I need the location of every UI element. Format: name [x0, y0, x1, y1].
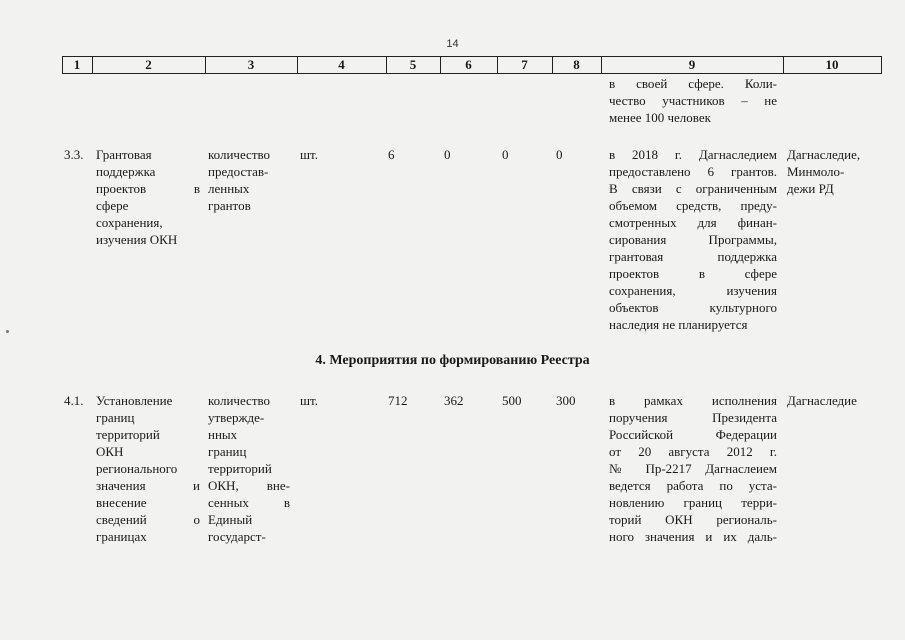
title-line: поддержка: [96, 164, 156, 179]
header-col-9: 9: [688, 57, 696, 72]
title-line: регионального: [96, 461, 178, 476]
note-line: в рамках исполнения: [609, 393, 777, 408]
indicator-line: территорий: [208, 461, 272, 476]
table-header-row: [0, 56, 905, 74]
note-line: менее 100 человек: [609, 110, 711, 125]
note-line: № Пр-2217 Дагнаслеием: [609, 461, 777, 476]
row-number: 4.1.: [64, 393, 84, 408]
note-line: в своей сфере. Коли-: [609, 76, 777, 91]
responsible-line: Минмоло-: [787, 164, 845, 179]
indicator-line: количество: [208, 147, 271, 162]
note-line: ного значения и их даль-: [609, 529, 777, 544]
note-line: проектов в сфере: [609, 266, 777, 281]
row-title: [96, 392, 200, 545]
row-value-6: 0: [444, 147, 451, 162]
title-line: Установление: [96, 393, 173, 408]
row-value-8: 0: [556, 147, 563, 162]
note-line: объемом средств, преду-: [609, 198, 777, 213]
title-line: территорий: [96, 427, 160, 442]
continuation-note: [609, 75, 777, 126]
indicator-line: Единый: [208, 512, 253, 527]
title-line: границах: [96, 529, 147, 544]
row-indicator: [208, 146, 270, 214]
row-value-8: 300: [556, 393, 576, 408]
row-note: [609, 392, 777, 545]
row-title: [96, 146, 200, 248]
title-line: сохранения,: [96, 215, 163, 230]
header-col-7: 7: [521, 57, 528, 72]
note-line: новлению границ терри-: [609, 495, 777, 510]
header-col-8: 8: [573, 57, 580, 72]
note-line: поручения Президента: [609, 410, 777, 425]
header-col-4: 4: [338, 57, 345, 72]
responsible-line: Дагнаследие,: [787, 147, 861, 162]
title-line: изучения ОКН: [96, 232, 178, 247]
note-line: объектов культурного: [609, 300, 777, 315]
note-line: в 2018 г. Дагнаследием: [609, 147, 777, 162]
header-col-1: 1: [73, 57, 81, 72]
row-unit: шт.: [300, 393, 318, 408]
indicator-line: государст-: [208, 529, 266, 544]
title-line: Грантовая: [96, 147, 152, 162]
row-number: 3.3.: [64, 147, 84, 162]
row-indicator: [208, 392, 290, 545]
scan-speck: [6, 330, 9, 333]
header-col-2: 2: [145, 57, 152, 72]
note-line: предоставлено 6 грантов.: [609, 164, 777, 179]
title-line: проектов в: [96, 181, 200, 196]
row-value-5: 712: [388, 393, 408, 408]
indicator-line: количество: [208, 393, 271, 408]
note-line: смотренных для финан-: [609, 215, 777, 230]
title-line: границ: [96, 410, 135, 425]
indicator-line: утвержде-: [208, 410, 265, 425]
section-heading: 4. Мероприятия по формированию Реестра: [315, 353, 590, 368]
title-line: ОКН: [96, 444, 124, 459]
row-value-7: 500: [502, 393, 522, 408]
page-number: 14: [446, 38, 459, 50]
row-responsible: [787, 392, 857, 409]
row-note: [609, 146, 777, 333]
title-line: значения и: [96, 478, 200, 493]
note-line: чество участников – не: [609, 93, 777, 108]
note-line: сохранения, изучения: [609, 283, 777, 298]
title-line: внесение: [96, 495, 147, 510]
indicator-line: ОКН, вне-: [208, 478, 290, 493]
row-value-7: 0: [502, 147, 509, 162]
note-line: ведется работа по уста-: [609, 478, 777, 493]
indicator-line: сенных в: [208, 495, 290, 510]
row-unit: шт.: [300, 147, 318, 162]
indicator-line: ленных: [208, 181, 250, 196]
row-value-6: 362: [444, 393, 464, 408]
header-col-5: 5: [409, 57, 417, 72]
row-responsible: [787, 146, 860, 197]
responsible-line: дежи РД: [787, 181, 834, 196]
title-line: сведений о: [96, 512, 200, 527]
note-line: В связи с ограниченным: [609, 181, 777, 196]
header-col-6: 6: [465, 57, 472, 72]
note-line: сирования Программы,: [609, 232, 777, 247]
indicator-line: грантов: [208, 198, 251, 213]
note-line: наследия не планируется: [609, 317, 748, 332]
responsible-line: Дагнаследие: [787, 393, 857, 408]
row-value-5: 6: [388, 147, 395, 162]
note-line: торий ОКН региональ-: [609, 512, 777, 527]
indicator-line: границ: [208, 444, 247, 459]
indicator-line: нных: [208, 427, 238, 442]
indicator-line: предостав-: [208, 164, 269, 179]
note-line: от 20 августа 2012 г.: [609, 444, 777, 459]
title-line: сфере: [96, 198, 129, 213]
header-col-10: 10: [825, 57, 839, 72]
header-col-3: 3: [247, 57, 255, 72]
note-line: грантовая поддержка: [609, 249, 777, 264]
note-line: Российской Федерации: [609, 427, 777, 442]
